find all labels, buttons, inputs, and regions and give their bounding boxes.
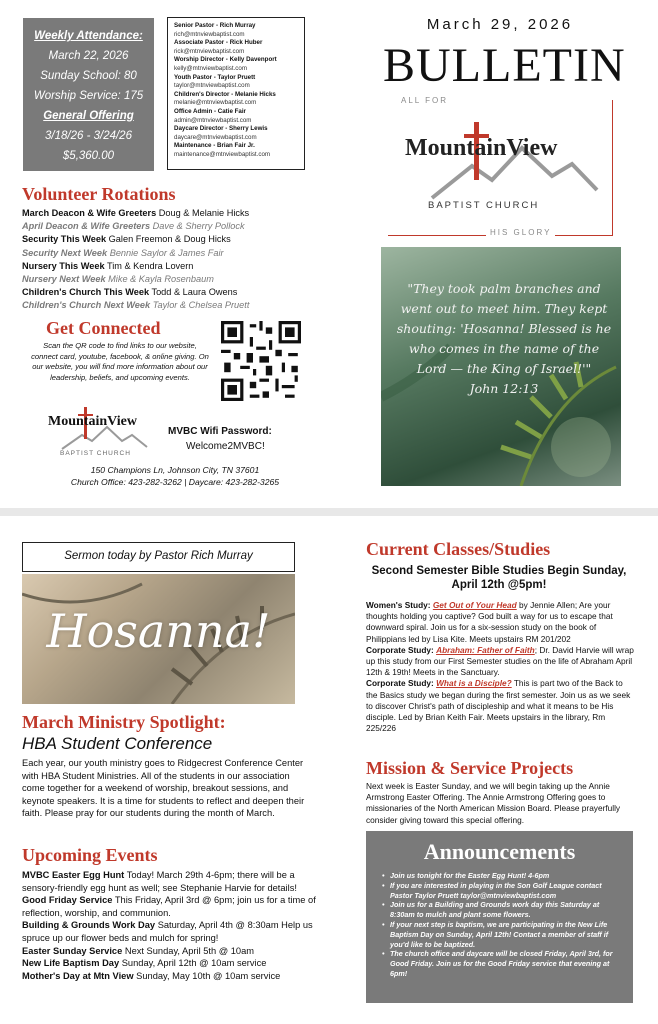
- baptist-church-text: BAPTIST CHURCH: [428, 200, 540, 211]
- classes-heading: Current Classes/Studies: [366, 539, 551, 559]
- his-glory-text: HIS GLORY: [486, 228, 555, 237]
- volunteer-heading: Volunteer Rotations: [22, 184, 176, 204]
- attendance-heading: Weekly Attendance:: [34, 30, 143, 42]
- announcement-item: • If you are interested in playing in the Son Golf League contact Pastor Taylor Pruett taylor@mtnviewbaptist.com: [382, 881, 622, 901]
- staff-role: Maintenance - Brian Fair Jr.: [174, 142, 255, 150]
- small-church-logo: [52, 405, 152, 455]
- small-logo-subtitle: BAPTIST CHURCH: [60, 450, 131, 457]
- church-logo-mountain: [412, 118, 602, 208]
- scripture-card: [381, 247, 621, 486]
- wifi-password: Welcome2MVBC!: [186, 441, 265, 452]
- corporate-study-2: Corporate Study: What is a Disciple? This is part two of the Back to the Basics study we began during the first semester. Join us as we seek to discover Christ's path of discipleship and what it means to be His disciple. Led by Brian Keith Fair. Meets upstairs in the library, Rm 225/226: [366, 678, 631, 734]
- church-address: [30, 464, 320, 488]
- upcoming-events-heading: Upcoming Events: [22, 845, 158, 865]
- staff-role: Senior Pastor - Rich Murray: [174, 22, 256, 29]
- sunday-school-count: Sunday School: 80: [40, 70, 137, 82]
- staff-role: Worship Director - Kelly Davenport: [174, 56, 277, 64]
- event-item: Building & Grounds Work Day Saturday, April 4th @ 8:30am Help us spruce up our flower beds and mulch for spring!: [22, 920, 313, 943]
- staff-email[interactable]: taylor@mtnviewbaptist.com: [174, 82, 250, 90]
- staff-role: Daycare Director - Sherry Lewis: [174, 125, 268, 133]
- volunteer-list: [22, 207, 342, 313]
- attendance-date: March 22, 2026: [48, 50, 129, 62]
- all-for-text: ALL FOR: [397, 96, 452, 105]
- announcements-heading: Announcements: [423, 839, 576, 864]
- volunteer-row: Nursery Next Week Mike & Kayla Rosenbaum: [22, 274, 214, 285]
- event-item: Easter Sunday Service Next Sunday, April 5th @ 10am: [22, 945, 255, 956]
- spotlight-heading: March Ministry Spotlight:: [22, 712, 226, 732]
- staff-email[interactable]: kelly@mtnviewbaptist.com: [174, 64, 247, 72]
- classes-subheading: Second Semester Bible Studies Begin Sunday, April 12th @5pm!: [371, 565, 627, 591]
- offering-amount: $5,360.00: [62, 150, 115, 162]
- announcement-item: • The church office and daycare will be closed Friday, April 3rd, for Good Friday. Join us for the Good Friday service that evening at 6pm!: [382, 949, 622, 978]
- mission-text: Next week is Easter Sunday, and we will begin taking up the Annie Armstrong Easter Offering. The Annie Armstrong Offering goes to missionaries of the North American Mission Board. Please prayerfully consider giving toward this special offering.: [366, 781, 621, 825]
- staff-email[interactable]: rick@mtnviewbaptist.com: [174, 47, 245, 55]
- wifi-heading: MVBC Wifi Password:: [168, 426, 272, 437]
- volunteer-row: April Deacon & Wife Greeters Dave & Sherry Pollock: [22, 221, 245, 232]
- church-logo-name: MountainView: [405, 135, 558, 161]
- staff-directory: [167, 17, 305, 170]
- volunteer-row: March Deacon & Wife Greeters Doug & Melanie Hicks: [22, 208, 250, 218]
- announcements-list: [382, 871, 622, 979]
- volunteer-row: Security This Week Galen Freemon & Doug Hicks: [22, 234, 231, 245]
- event-item: MVBC Easter Egg Hunt Today! March 29th 4-6pm; there will be a sensory-friendly egg hunt as well; see Stephanie Harvie for details!: [22, 870, 297, 893]
- corporate-study-1: Corporate Study: Abraham: Father of Faith; Dr. David Harvie will wrap up this study from our First Semester studies on the life of Abraham April 12th & 19th! Meets in the Sanctuary.: [366, 644, 634, 678]
- verse-reference: John 12:13: [469, 381, 539, 396]
- event-item: Mother's Day at Mtn View Sunday, May 10th @ 10am service: [22, 970, 281, 981]
- spotlight-subheading: HBA Student Conference: [22, 734, 213, 753]
- volunteer-row: Security Next Week Bennie Saylor & James Fair: [22, 247, 224, 258]
- staff-role: Youth Pastor - Taylor Pruett: [174, 73, 256, 81]
- event-item: New Life Baptism Day Sunday, April 12th @ 10am service: [22, 958, 267, 969]
- address-line: 150 Champions Ln, Johnson City, TN 37601: [90, 465, 260, 475]
- volunteer-row: Nursery This Week Tim & Kendra Lovern: [22, 260, 194, 271]
- staff-email[interactable]: daycare@mtnviewbaptist.com: [174, 133, 257, 141]
- staff-role: Children's Director - Melanie Hicks: [174, 90, 276, 98]
- spotlight-text: Each year, our youth ministry goes to Ridgecrest Conference Center with HBA Student Ministries. All of the students in our association come together for a weekend of worship, breakout sessions, and keynote speakers. It is a time for students to reflect and deepen their faith. Please pray for our students during the month of March.: [22, 758, 305, 818]
- worship-count: Worship Service: 175: [33, 90, 144, 102]
- staff-email[interactable]: maintenance@mtnviewbaptist.com: [174, 150, 271, 158]
- offering-range: 3/18/26 - 3/24/26: [45, 130, 132, 142]
- sermon-title-word: Hosanna!: [46, 604, 271, 658]
- volunteer-row: Children's Church This Week Todd & Laura Owens: [22, 287, 238, 298]
- classes-details: [366, 600, 634, 734]
- small-logo-name: MountainView: [48, 414, 137, 429]
- get-connected-heading: Get Connected: [46, 318, 161, 338]
- staff-email[interactable]: admin@mtnviewbaptist.com: [174, 116, 252, 124]
- bulletin-title: BULLETIN: [383, 39, 626, 92]
- sermon-image: [22, 574, 295, 704]
- staff-email[interactable]: rich@mtnviewbaptist.com: [174, 30, 245, 38]
- announcement-item: • Join us tonight for the Easter Egg Hunt! 4-6pm: [382, 871, 622, 881]
- staff-email[interactable]: melanie@mtnviewbaptist.com: [174, 99, 257, 107]
- volunteer-row: Children's Church Next Week Taylor & Chelsea Pruett: [22, 300, 250, 311]
- attendance-box: [23, 18, 154, 171]
- staff-role: Associate Pastor - Rick Huber: [174, 39, 263, 47]
- scripture-verse: [393, 279, 615, 399]
- womens-study: Women's Study: Get Out of Your Head by Jennie Allen; Are your thoughts holding you captive? God built a way for us to escape that downward spiral. Join us for a six-session study on the book of Philippians led by Lisa Kite. Meets upstairs RM 201/202: [366, 600, 613, 644]
- bulletin-date: March 29, 2026: [426, 16, 574, 33]
- get-connected-text: Scan the QR code to find links to our website, connect card, youtube, facebook, & online giving. On our website, you will find more information about our leadership, beliefs, and upcoming events.: [31, 341, 209, 382]
- event-item: Good Friday Service This Friday, April 3rd @ 6pm; join us for a time of reflection, worship, and communion.: [22, 895, 316, 918]
- page-divider: [0, 508, 658, 516]
- sermon-label-box: Sermon today by Pastor Rich Murray: [22, 542, 295, 572]
- upcoming-events-list: [22, 869, 327, 982]
- verse-text: "They took palm branches and went out to meet him. They kept shouting: 'Hosanna! Blessed is he who comes in the name of the Lord — the King of Israel!'": [396, 281, 612, 376]
- bulletin-page-front: [0, 0, 658, 508]
- phone-line: Church Office: 423-282-3262 | Daycare: 423-282-3265: [70, 477, 280, 487]
- mission-heading: Mission & Service Projects: [366, 758, 574, 778]
- announcement-item: • Join us for a Building and Grounds work day this Saturday at 8:30am to mulch and plant some flowers.: [382, 900, 622, 920]
- announcements-box: [366, 831, 633, 1003]
- announcement-item: • If your next step is baptism, we are participating in the New Life Baptism Day on Sunday, April 12th! Contact a member of staff if you'd like to be baptized.: [382, 920, 622, 949]
- staff-role: Office Admin - Catie Fair: [174, 107, 246, 115]
- qr-code-icon[interactable]: [221, 321, 301, 401]
- offering-heading: General Offering: [43, 110, 134, 122]
